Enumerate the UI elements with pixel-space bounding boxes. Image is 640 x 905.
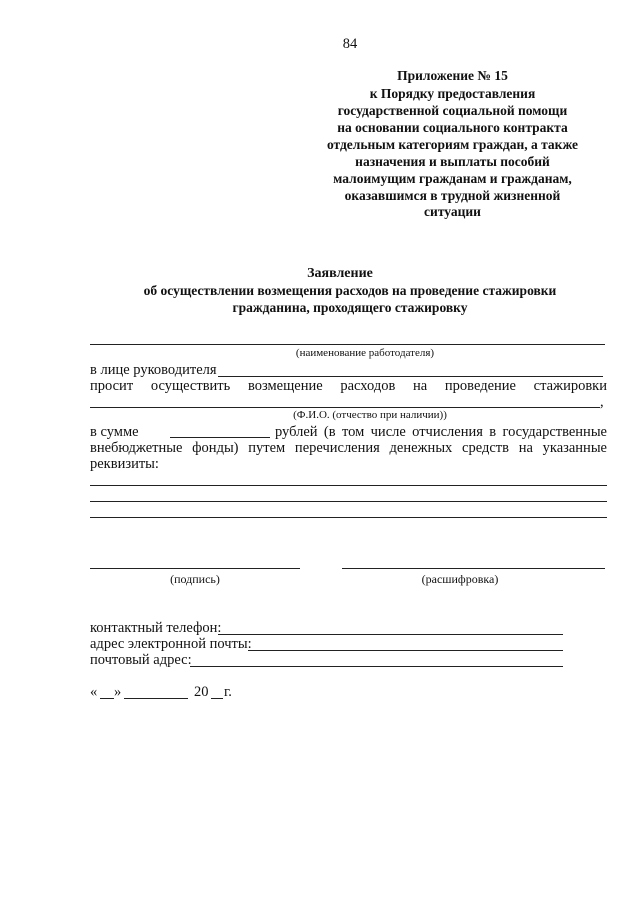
appendix-line: государственной социальной помощи xyxy=(337,103,568,118)
fio-comma: , xyxy=(600,394,604,410)
signature-line[interactable] xyxy=(90,568,300,569)
appendix-line: оказавшимся в трудной жизненной xyxy=(344,188,561,203)
email-line[interactable] xyxy=(248,650,563,651)
fio-caption: (Ф.И.О. (отчество при наличии)) xyxy=(293,409,447,421)
manager-name-line[interactable] xyxy=(218,376,603,377)
date-close-quote: » xyxy=(114,684,122,700)
email-label: адрес электронной почты: xyxy=(90,636,252,652)
requisites-line[interactable] xyxy=(90,517,607,518)
date-year-suffix: г. xyxy=(224,684,232,700)
request-word: расходов xyxy=(340,378,396,394)
appendix-line: на основании социального контракта xyxy=(337,120,568,135)
appendix-line: Приложение № 15 xyxy=(397,68,508,83)
sum-label: в сумме xyxy=(90,424,139,440)
date-year-line[interactable] xyxy=(211,698,223,699)
request-word: стажировки xyxy=(533,378,607,394)
request-word: на xyxy=(413,378,428,394)
sum-suffix-text: рублей (в том числе отчисления в государственные xyxy=(275,424,607,440)
date-open-quote: « xyxy=(90,684,98,700)
phone-label: контактный телефон: xyxy=(90,620,222,636)
in-person-label: в лице руководителя xyxy=(90,362,217,378)
date-year-prefix: 20 xyxy=(194,684,209,700)
document-subtitle-line: гражданина, проходящего стажировку xyxy=(232,300,468,315)
request-word: возмещение xyxy=(247,378,323,394)
postal-line[interactable] xyxy=(190,666,563,667)
phone-line[interactable] xyxy=(218,634,563,635)
request-word: осуществить xyxy=(150,378,231,394)
decryption-line[interactable] xyxy=(342,568,605,569)
date-month-line[interactable] xyxy=(124,698,188,699)
request-line xyxy=(90,378,607,395)
requisites-label: реквизиты: xyxy=(90,456,159,472)
signature-caption: (подпись) xyxy=(170,572,220,586)
date-day-line[interactable] xyxy=(100,698,114,699)
appendix-line: ситуации xyxy=(424,204,481,219)
document-subtitle-line: об осуществлении возмещения расходов на проведение стажировки xyxy=(143,283,557,298)
employer-name-line[interactable] xyxy=(90,344,605,345)
request-word: просит xyxy=(90,378,134,394)
appendix-line: к Порядку предоставления xyxy=(369,86,536,101)
document-title: Заявление xyxy=(307,266,373,281)
postal-label: почтовый адрес: xyxy=(90,652,192,668)
appendix-line: отдельным категориям граждан, а также xyxy=(326,137,579,152)
requisites-line[interactable] xyxy=(90,485,607,486)
requisites-line[interactable] xyxy=(90,501,607,502)
appendix-line: малоимущим гражданам и гражданам, xyxy=(333,171,572,186)
decryption-caption: (расшифровка) xyxy=(421,572,499,586)
payment-text: внебюджетные фонды) путем перечисления денежных средств на указанные xyxy=(90,440,607,456)
fio-line[interactable] xyxy=(90,407,600,408)
page-number: 84 xyxy=(342,36,358,52)
employer-caption: (наименование работодателя) xyxy=(295,347,435,359)
sum-amount-line[interactable] xyxy=(170,437,270,438)
appendix-line: назначения и выплаты пособий xyxy=(355,154,550,169)
request-word: проведение xyxy=(444,378,516,394)
